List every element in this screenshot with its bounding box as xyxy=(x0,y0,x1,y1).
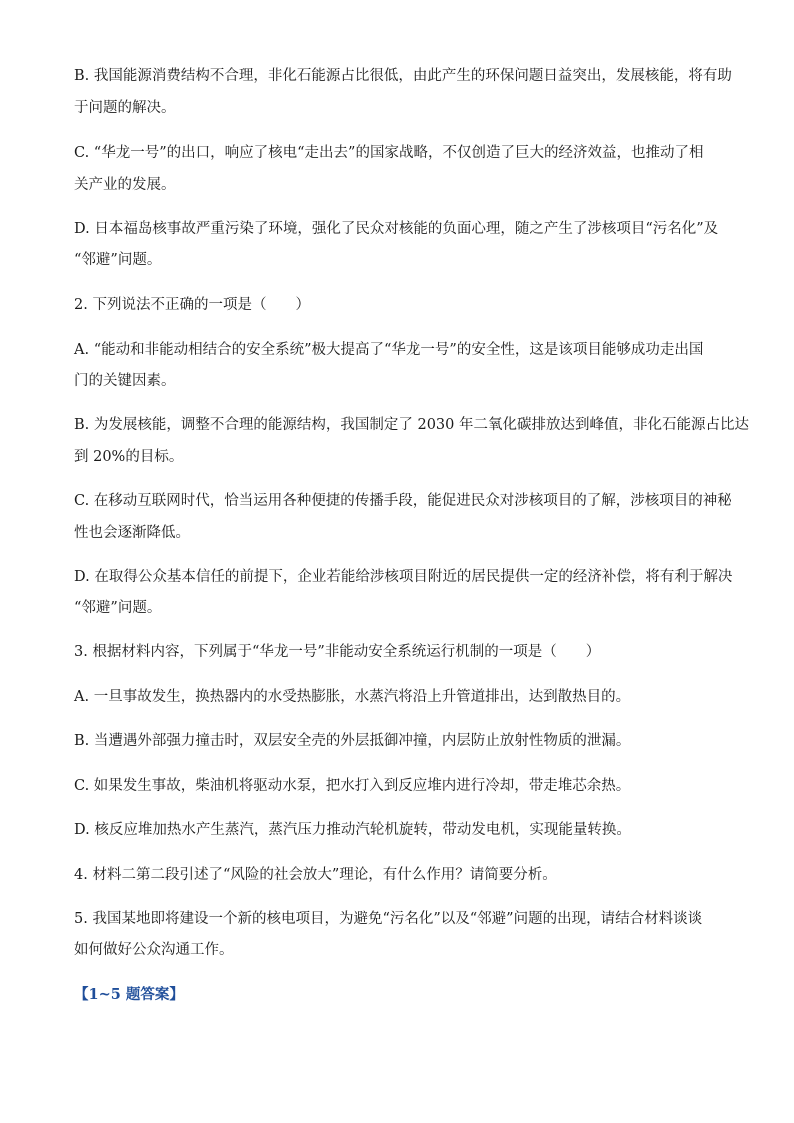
q2-option-a-line-2: 门的关键因素。 xyxy=(74,373,176,389)
option-d-line-1: D. 日本福岛核事故严重污染了环境，强化了民众对核能的负面心理，随之产生了涉核项目“污名化”及 xyxy=(74,221,719,237)
q2-option-d-line-1: D. 在取得公众基本信任的前提下，企业若能给涉核项目附近的居民提供一定的经济补偿，将有利于解决 xyxy=(74,569,733,585)
q3-option-b: B. 当遭遇外部强力撞击时，双层安全壳的外层抵御冲撞，内层防止放射性物质的泄漏。 xyxy=(74,733,631,749)
option-d-line-2: “邻避”问题。 xyxy=(74,252,162,268)
question-5-line-1: 5. 我国某地即将建设一个新的核电项目，为避免“污名化”以及“邻避”问题的出现，请结合材料谈谈 xyxy=(74,911,703,927)
q3-option-c: C. 如果发生事故，柴油机将驱动水泵，把水打入到反应堆内进行冷却，带走堆芯余热。 xyxy=(74,778,631,794)
q3-option-d: D. 核反应堆加热水产生蒸汽，蒸汽压力推动汽轮机旋转，带动发电机，实现能量转换。 xyxy=(74,822,631,838)
q3-option-a: A. 一旦事故发生，换热器内的水受热膨胀，水蒸汽将沿上升管道排出，达到散热目的。 xyxy=(74,689,631,705)
answer-heading: 【1~5 题答案】 xyxy=(74,986,184,1003)
option-c-line-2: 关产业的发展。 xyxy=(74,177,176,193)
q2-option-c-line-2: 性也会逐渐降低。 xyxy=(74,525,190,541)
question-3: 3. 根据材料内容，下列属于“华龙一号”非能动安全系统运行机制的一项是（ ） xyxy=(74,644,601,660)
question-5-line-2: 如何做好公众沟通工作。 xyxy=(74,942,234,958)
q2-option-c-line-1: C. 在移动互联网时代，恰当运用各种便捷的传播手段，能促进民众对涉核项目的了解，涉核项目的神秘 xyxy=(74,493,732,509)
question-4: 4. 材料二第二段引述了“风险的社会放大”理论，有什么作用？请简要分析。 xyxy=(74,867,557,883)
q2-option-d-line-2: “邻避”问题。 xyxy=(74,600,162,616)
q2-option-b-line-1: B. 为发展核能，调整不合理的能源结构，我国制定了 2030 年二氧化碳排放达到峰值，非化石能源占比达 xyxy=(74,417,749,433)
option-b-line-1: B. 我国能源消费结构不合理，非化石能源占比很低，由此产生的环保问题日益突出，发展核能，将有助 xyxy=(74,68,732,84)
option-b-line-2: 于问题的解决。 xyxy=(74,100,176,116)
q2-option-b-line-2: 到 20%的目标。 xyxy=(74,449,184,465)
q2-option-a-line-1: A. “能动和非能动相结合的安全系统”极大提高了“华龙一号”的安全性，这是该项目能够成功走出国 xyxy=(74,342,704,358)
option-c-line-1: C. “华龙一号”的出口，响应了核电“走出去”的国家战略，不仅创造了巨大的经济效益，也推动了相 xyxy=(74,145,704,161)
question-2: 2. 下列说法不正确的一项是（ ） xyxy=(74,297,310,313)
